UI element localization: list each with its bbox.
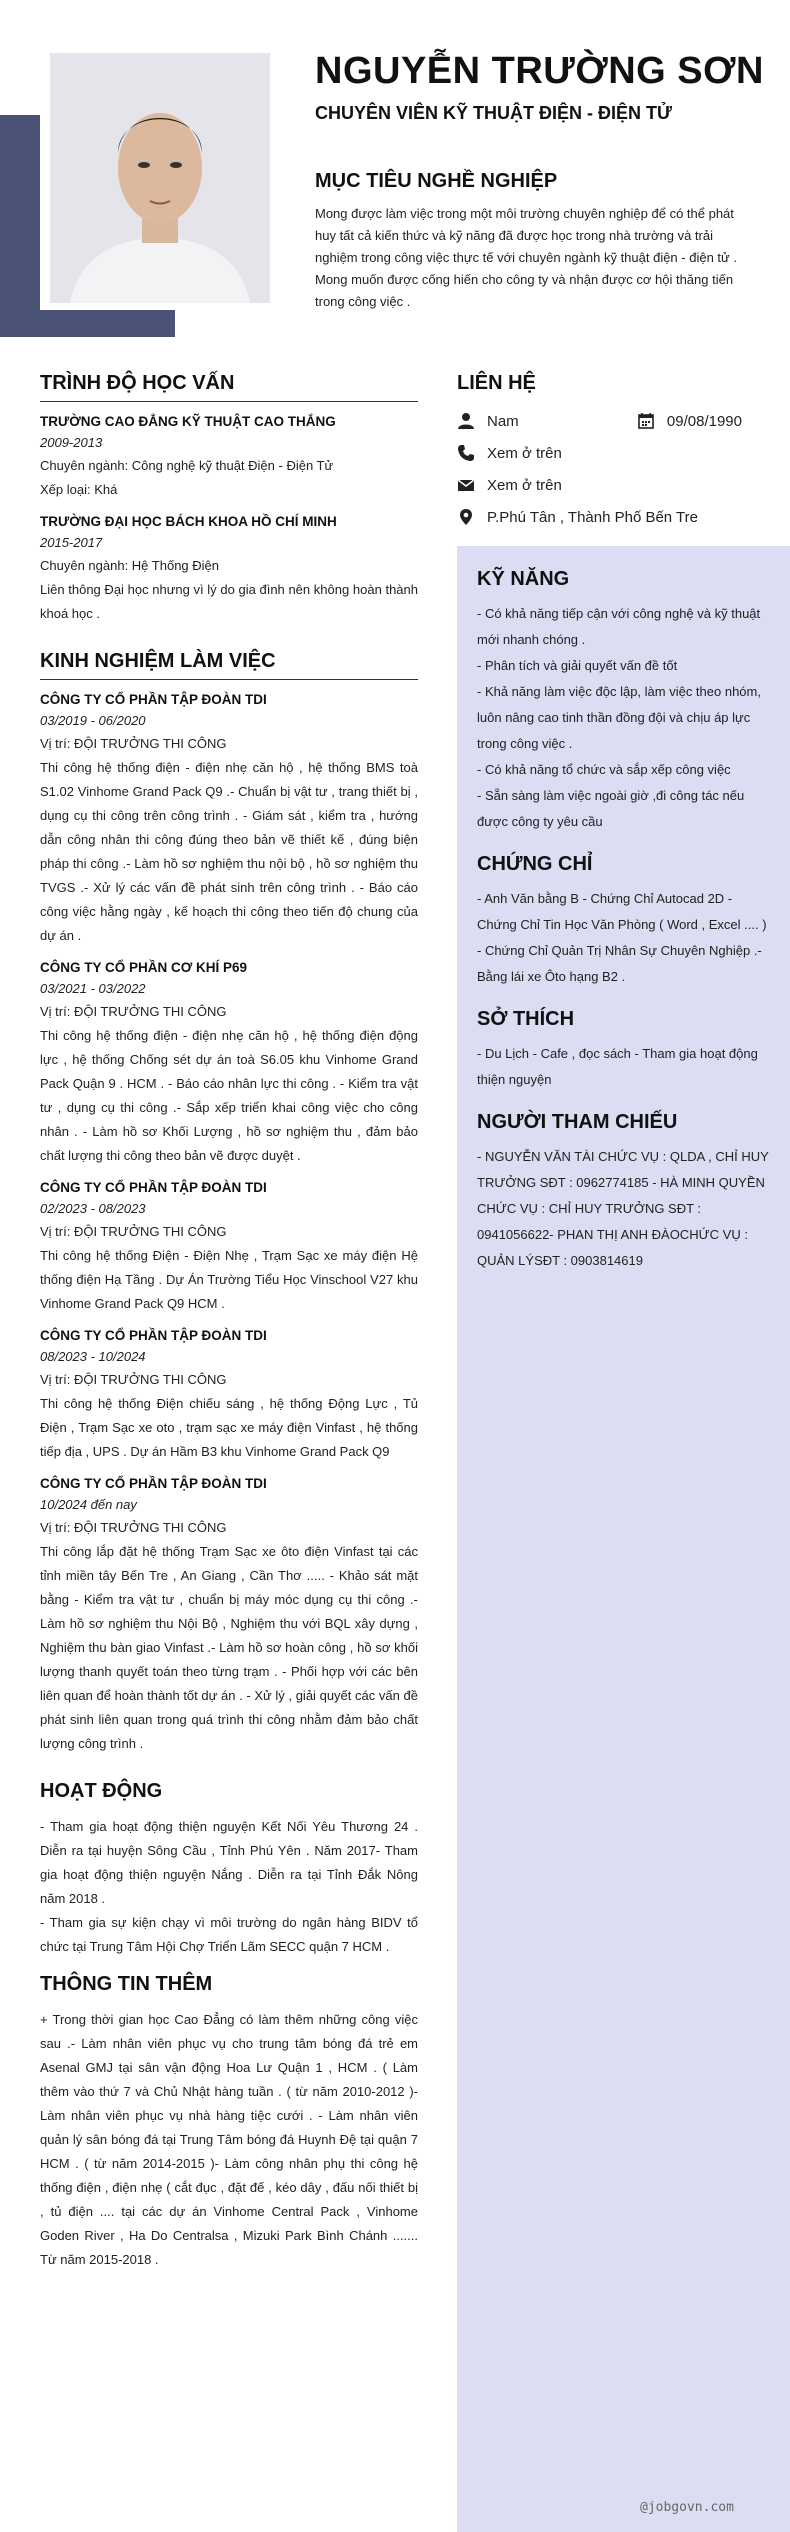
company-name: CÔNG TY CỔ PHẦN TẬP ĐOÀN TDI xyxy=(40,1180,267,1195)
school-name: TRƯỜNG CAO ĐẲNG KỸ THUẬT CAO THẮNG xyxy=(40,414,336,429)
education-title: TRÌNH ĐỘ HỌC VẤN xyxy=(40,372,418,402)
right-panel xyxy=(457,546,790,2532)
watermark: @jobgovn.com xyxy=(640,2500,734,2515)
skill-item: - Sẵn sàng làm việc ngoài giờ ,đi công tác nếu được công ty yêu cầu xyxy=(477,788,745,829)
contact-address: P.Phú Tân , Thành Phố Bến Tre xyxy=(487,508,698,526)
hobbies-title: SỞ THÍCH xyxy=(477,1008,575,1030)
objective-title: MỤC TIÊU NGHỀ NGHIỆP xyxy=(315,170,558,192)
experience-item xyxy=(40,1326,418,1464)
company-name: CÔNG TY CỔ PHẦN TẬP ĐOÀN TDI xyxy=(40,1476,267,1491)
education-item xyxy=(40,512,418,626)
contact-section xyxy=(457,372,787,533)
job-position: Vị trí: ĐỘI TRƯỞNG THI CÔNG xyxy=(40,1520,227,1535)
skill-item: - Phân tích và giải quyết vấn đề tốt xyxy=(477,658,678,673)
hobbies-text: - Du Lịch - Cafe , đọc sách - Tham gia hoạt động thiện nguyện xyxy=(477,1046,758,1087)
experience-item xyxy=(40,690,418,948)
job-position: Vị trí: ĐỘI TRƯỞNG THI CÔNG xyxy=(40,1372,227,1387)
contact-email-row xyxy=(457,469,787,501)
school-major: Chuyên ngành: Công nghệ kỹ thuật Điện - Điện Tử xyxy=(40,458,334,473)
job-date: 02/2023 - 08/2023 xyxy=(40,1201,146,1216)
school-grade: Xếp loại: Khá xyxy=(40,482,118,497)
skills-title: KỸ NĂNG xyxy=(477,568,570,590)
contact-birthday: 09/08/1990 xyxy=(666,412,742,430)
contact-birthday-group xyxy=(637,412,742,430)
candidate-job-title: CHUYÊN VIÊN KỸ THUẬT ĐIỆN - ĐIỆN TỬ xyxy=(315,103,672,123)
company-name: CÔNG TY CỔ PHẦN CƠ KHÍ P69 xyxy=(40,960,248,975)
job-position: Vị trí: ĐỘI TRƯỞNG THI CÔNG xyxy=(40,736,227,751)
experience-item xyxy=(40,1474,418,1756)
left-column xyxy=(40,372,418,2272)
contact-gender: Nam xyxy=(487,412,519,430)
certificates-text: - Anh Văn bằng B - Chứng Chỉ Autocad 2D - Chứng Chỉ Tin Học Văn Phòng ( Word , Excel .... ) - Chứng Chỉ Quản Trị Nhân Sự Chuyên Nghiệp .- Bằng lái xe Ôto hạng B2 . xyxy=(477,891,767,984)
more-info-text: + Trong thời gian học Cao Đẳng có làm thêm những công việc sau .- Làm nhân viên phục vụ cho trung tâm bóng đá trẻ em Asenal GMJ tại sân vận động Hoa Lư Quận 1 , HCM . ( Làm thêm vào thứ 7 và Chủ Nhật hàng tuần . ( từ năm 2010-2012 )- Làm nhân viên phục vụ nhà hàng tiệc cưới . - Làm nhân viên quản lý sân bóng đá tại Trung Tâm bóng đá Huynh Đệ tại quận 7 HCM . ( từ năm 2014-2015 )- Làm công nhân phụ thi công hệ thống điện , điện nhẹ ( cắt đục , đặt đế , kéo dây , đấu nối thiết bị , tủ điện .... tại các dự án Vinhome Central Pack , Vinhome Goden River , Ha Do Centralsa , Mizuki Park Bình Chánh ....... Từ năm 2015-2018 . xyxy=(40,2012,418,2267)
skill-item: - Có khả năng tiếp cận với công nghệ và kỹ thuật mới nhanh chóng . xyxy=(477,606,761,647)
experience-title: KINH NGHIỆM LÀM VIỆC xyxy=(40,650,418,680)
activity-item: - Tham gia hoạt động thiện nguyện Kết Nối Yêu Thương 24 . Diễn ra tại huyện Sông Cầu , Tỉnh Phú Yên . Năm 2017- Tham gia hoạt động thiện nguyện Nắng . Diễn ra tại Tỉnh Đắk Nông năm 2018 . xyxy=(40,1819,418,1906)
job-date: 03/2021 - 03/2022 xyxy=(40,981,146,996)
job-date: 08/2023 - 10/2024 xyxy=(40,1349,146,1364)
school-note: Liên thông Đại học nhưng vì lý do gia đình nên không hoàn thành khoá học . xyxy=(40,582,418,621)
contact-email: Xem ở trên xyxy=(487,476,562,494)
job-date: 10/2024 đến nay xyxy=(40,1497,137,1512)
phone-icon xyxy=(457,444,475,462)
contact-phone: Xem ở trên xyxy=(487,444,562,462)
skill-item: - Khả năng làm việc độc lập, làm việc theo nhóm, luôn nâng cao tinh thần đồng đội và chịu áp lực trong công việc . xyxy=(477,684,761,751)
decorative-bottom-bar xyxy=(0,310,175,337)
education-item xyxy=(40,412,418,502)
decorative-side-bar xyxy=(0,115,40,335)
job-position: Vị trí: ĐỘI TRƯỞNG THI CÔNG xyxy=(40,1004,227,1019)
job-description: Thi công lắp đặt hệ thống Trạm Sạc xe ôto điện Vinfast tại các tỉnh miền tây Bến Tre , An Giang , Cần Thơ ..... - Khảo sát mặt bằng - Kiểm tra vật tư , chuẩn bị máy móc dụng cụ thi công .- Làm hồ sơ nghiệm thu Nội Bộ , Nghiệm thu với BQL xây dựng , Nghiệm thu bàn giao Vinfast .- Làm hồ sơ hoàn công , hồ sơ khối lượng thanh quyết toán theo từng trạm . - Phối hợp với các bên liên quan để hoàn thành tốt dự án . - Xử lý , giải quyết các vấn đề phát sinh liên quan trong quá trình thi công nhằm đảm bảo chất lượng công trình . xyxy=(40,1544,418,1751)
candidate-name: NGUYỄN TRƯỜNG SƠN xyxy=(315,50,764,92)
skill-item: - Có khả năng tổ chức và sắp xếp công việc xyxy=(477,762,731,777)
calendar-icon xyxy=(637,412,655,430)
certificates-title: CHỨNG CHỈ xyxy=(477,853,593,875)
profile-photo xyxy=(50,53,270,303)
company-name: CÔNG TY CỔ PHẦN TẬP ĐOÀN TDI xyxy=(40,1328,267,1343)
person-icon xyxy=(457,412,475,430)
contact-address-row xyxy=(457,501,787,533)
job-position: Vị trí: ĐỘI TRƯỞNG THI CÔNG xyxy=(40,1224,227,1239)
job-description: Thi công hệ thống điện - điện nhẹ căn hộ , hệ thống điện động lực , hệ thống Chống sét dự án toà S6.05 khu Vinhome Grand Pack Quận 9 . HCM . - Báo cáo nhân lực thi công . - Kiểm tra vật tư , dụng cụ thi công .- Sắp xếp triển khai công việc cho công nhân . - Làm hồ sơ Khối Lượng , hồ sơ nghiệm thu , đảm bảo chất lượng thi công theo bản vẽ được duyệt . xyxy=(40,1028,418,1163)
company-name: CÔNG TY CỔ PHẦN TẬP ĐOÀN TDI xyxy=(40,692,267,707)
location-pin-icon xyxy=(457,508,475,526)
school-name: TRƯỜNG ĐẠI HỌC BÁCH KHOA HỒ CHÍ MINH xyxy=(40,514,337,529)
objective-text: Mong được làm việc trong một môi trường chuyên nghiệp để có thể phát huy tất cả kiến thức và kỹ năng đã được học trong nhà trường và trải nghiệm trong công việc thực tế với chuyên ngành kỹ thuật điện - điện tử . Mong muốn được cống hiến cho công ty và nhận được cơ hội thăng tiến trong công việc . xyxy=(315,206,737,309)
job-description: Thi công hệ thống Điện chiếu sáng , hệ thống Động Lực , Tủ Điện , Trạm Sạc xe oto , trạm sạc xe máy điện Vinfast , hệ thống tiếp địa , UPS . Dự án Hầm B3 khu Vinhome Grand Pack Q9 xyxy=(40,1396,418,1459)
references-text: - NGUYỄN VĂN TÀI CHỨC VỤ : QLDA , CHỈ HUY TRƯỞNG SĐT : 0962774185 - HÀ MINH QUYỀN CHỨC VỤ : CHỈ HUY TRƯỞNG SĐT : 0941056622- PHAN THỊ ANH ĐÀOCHỨC VỤ : QUẢN LÝSĐT : 0903814619 xyxy=(477,1149,769,1268)
more-info-title: THÔNG TIN THÊM xyxy=(40,1973,213,1995)
experience-item xyxy=(40,1178,418,1316)
school-major: Chuyên ngành: Hệ Thống Điện xyxy=(40,558,219,573)
references-title: NGƯỜI THAM CHIẾU xyxy=(477,1111,678,1133)
job-date: 03/2019 - 06/2020 xyxy=(40,713,146,728)
envelope-icon xyxy=(457,476,475,494)
activities-title: HOẠT ĐỘNG xyxy=(40,1780,163,1802)
contact-phone-row xyxy=(457,437,787,469)
activity-item: - Tham gia sự kiện chạy vì môi trường do ngân hàng BIDV tổ chức tại Trung Tâm Hội Chợ Triển Lãm SECC quận 7 HCM . xyxy=(40,1915,418,1954)
contact-gender-row xyxy=(457,405,787,437)
school-date: 2015-2017 xyxy=(40,535,103,550)
job-description: Thi công hệ thống Điện - Điện Nhẹ , Trạm Sạc xe máy điện Hệ thống điện Hạ Tầng . Dự Án Trường Tiểu Học Vinschool V27 khu Vinhome Grand Pack Q9 HCM . xyxy=(40,1248,418,1311)
contact-title: LIÊN HỆ xyxy=(457,372,536,394)
job-description: Thi công hệ thống điện - điện nhẹ căn hộ , hệ thống BMS toà S1.02 Vinhome Grand Pack Q9 .- Chuẩn bị vật tư , trang thiết bị , dụng cụ thi công trên công trình . - Giám sát , kiểm tra , hướng dẫn công nhân thi công đúng theo bản vẽ thiết kế , đúng biện pháp thi công .- Làm hồ sơ nghiệm thu nội bộ , hồ sơ nghiệm thu TVGS .- Xử lý các vấn đề phát sinh trên công trình . - Báo cáo công việc hằng ngày , kế hoạch thi công theo tiến độ chung của dự án . xyxy=(40,760,418,943)
experience-item xyxy=(40,958,418,1168)
school-date: 2009-2013 xyxy=(40,435,103,450)
profile-photo-image xyxy=(50,53,270,303)
